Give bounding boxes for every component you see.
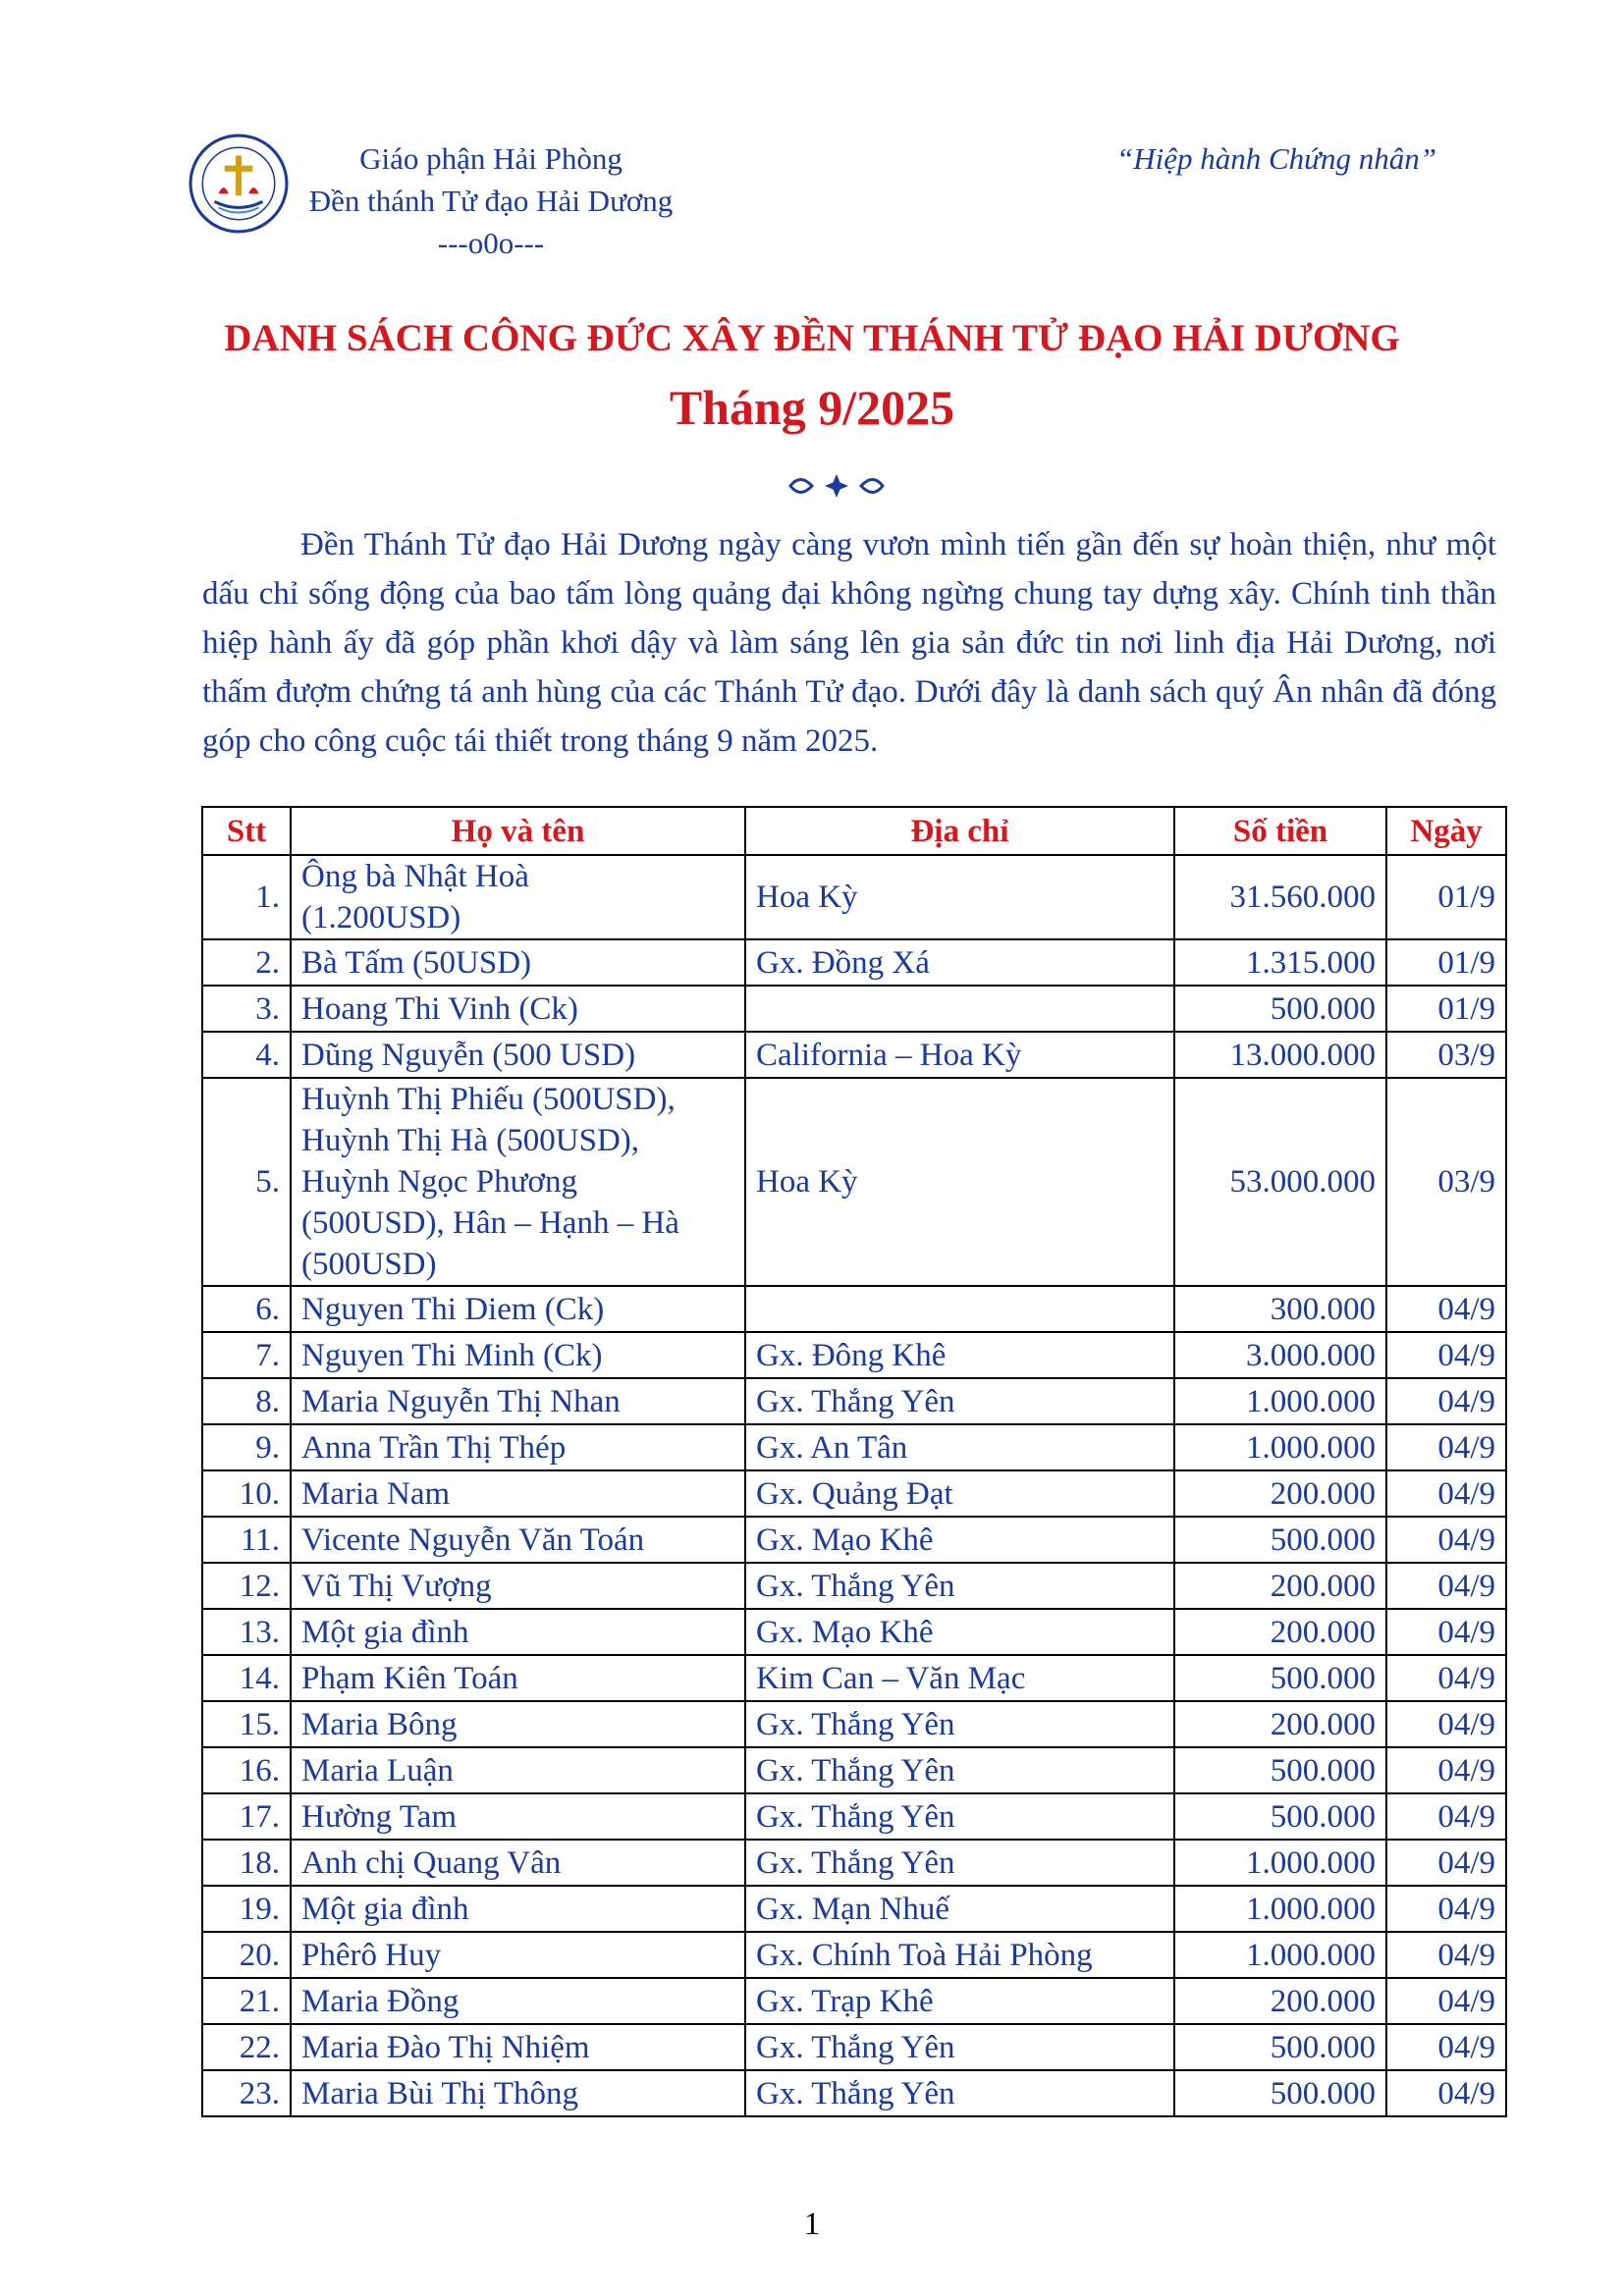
row-name (291, 1078, 745, 1286)
row-name (291, 1747, 745, 1793)
row-amount: 500.000 (1174, 1747, 1386, 1793)
row-name (291, 2070, 745, 2116)
organization-header (295, 137, 687, 264)
table-row (202, 1470, 1506, 1517)
row-amount: 1.315.000 (1174, 939, 1386, 986)
row-stt: 1. (202, 855, 291, 939)
row-name (291, 939, 745, 986)
row-name (291, 1032, 745, 1078)
row-amount: 200.000 (1174, 1470, 1386, 1517)
name-line: Anna Trần Thị Thép (301, 1429, 567, 1466)
row-date: 01/9 (1386, 855, 1506, 939)
name-line: Maria Luận (301, 1752, 454, 1789)
name-line: Huỳnh Thị Phiếu (500USD), (301, 1082, 676, 1117)
row-date: 04/9 (1386, 1563, 1506, 1609)
table-header-row (202, 807, 1506, 855)
row-date: 04/9 (1386, 1978, 1506, 2024)
diocese-name: Giáo phận Hải Phòng (359, 141, 623, 176)
table-row (202, 2070, 1506, 2116)
row-stt: 17. (202, 1793, 291, 1840)
row-date: 04/9 (1386, 1517, 1506, 1563)
row-address: Kim Can – Văn Mạc (745, 1655, 1174, 1701)
ornament-divider-icon (783, 471, 891, 501)
row-amount: 500.000 (1174, 1517, 1386, 1563)
row-date: 04/9 (1386, 1609, 1506, 1655)
row-name (291, 1932, 745, 1978)
name-line: (500USD), Hân – Hạnh – Hà (301, 1205, 679, 1241)
name-line: (500USD) (301, 1247, 437, 1282)
page-number: 1 (803, 2207, 821, 2242)
row-stt: 4. (202, 1032, 291, 1078)
row-amount: 200.000 (1174, 1978, 1386, 2024)
name-line: Maria Bùi Thị Thông (301, 2075, 579, 2111)
name-line: Huỳnh Ngọc Phương (301, 1164, 577, 1200)
row-address: Gx. Trạp Khê (745, 1978, 1174, 2024)
name-line: Maria Nam (301, 1475, 451, 1512)
row-address: Gx. Mạo Khê (745, 1609, 1174, 1655)
table-row (202, 1332, 1506, 1378)
name-line: Maria Bông (301, 1706, 458, 1742)
row-stt: 19. (202, 1886, 291, 1932)
row-amount: 53.000.000 (1174, 1078, 1386, 1286)
row-name (291, 1701, 745, 1747)
table-row (202, 1978, 1506, 2024)
row-name (291, 1655, 745, 1701)
row-address: Gx. Thắng Yên (745, 1701, 1174, 1747)
row-amount: 1.000.000 (1174, 1378, 1386, 1424)
row-name (291, 1840, 745, 1886)
header-amount: Số tiền (1174, 807, 1386, 855)
name-line: Vũ Thị Vượng (301, 1568, 492, 1604)
row-date: 03/9 (1386, 1032, 1506, 1078)
row-address: Gx. Quảng Đạt (745, 1470, 1174, 1517)
row-date: 04/9 (1386, 1747, 1506, 1793)
row-address: California – Hoa Kỳ (745, 1032, 1174, 1078)
row-address: Gx. Thắng Yên (745, 1563, 1174, 1609)
row-name (291, 1609, 745, 1655)
name-line: Một gia đình (301, 1614, 469, 1650)
row-address: Gx. Mạn Nhuế (745, 1886, 1174, 1932)
row-address: Gx. Thắng Yên (745, 1793, 1174, 1840)
row-address: Gx. Đồng Xá (745, 939, 1174, 986)
header-name: Họ và tên (291, 807, 745, 855)
row-address: Hoa Kỳ (745, 1078, 1174, 1286)
row-amount: 1.000.000 (1174, 1886, 1386, 1932)
row-address (745, 986, 1174, 1032)
row-name (291, 2024, 745, 2070)
table-row (202, 1517, 1506, 1563)
row-stt: 15. (202, 1701, 291, 1747)
table-row (202, 1793, 1506, 1840)
row-address: Gx. Chính Toà Hải Phòng (745, 1932, 1174, 1978)
row-amount: 3.000.000 (1174, 1332, 1386, 1378)
name-line: Dũng Nguyễn (500 USD) (301, 1037, 636, 1073)
row-address: Gx. Thắng Yên (745, 1747, 1174, 1793)
row-stt: 9. (202, 1424, 291, 1470)
row-amount: 1.000.000 (1174, 1840, 1386, 1886)
row-date: 03/9 (1386, 1078, 1506, 1286)
row-stt: 5. (202, 1078, 291, 1286)
name-line: Maria Đào Thị Nhiệm (301, 2029, 590, 2065)
row-name (291, 986, 745, 1032)
row-date: 04/9 (1386, 1286, 1506, 1332)
row-name (291, 855, 745, 939)
row-amount: 500.000 (1174, 1793, 1386, 1840)
row-date: 04/9 (1386, 1886, 1506, 1932)
row-stt: 6. (202, 1286, 291, 1332)
intro-paragraph: Đền Thánh Tử đạo Hải Dương ngày càng vươn mình tiến gần đến sự hoàn thiện, như một dấu chỉ sống động của bao tấm lòng quảng đại không ngừng chung tay dựng xây. Chính tinh thần hiệp hành ấy đã góp phần khơi dậy và làm sáng lên gia sản đức tin nơi linh địa Hải Dương, nơi thấm đượm chứng tá anh hùng của các Thánh Tử đạo. Dưới đây là danh sách quý Ân nhân đã đóng góp cho công cuộc tái thiết trong tháng 9 năm 2025. (202, 527, 1496, 759)
table-row (202, 986, 1506, 1032)
name-line: Bà Tấm (50USD) (301, 944, 532, 981)
table-row (202, 1840, 1506, 1886)
row-stt: 11. (202, 1517, 291, 1563)
row-name (291, 1517, 745, 1563)
row-name (291, 1470, 745, 1517)
row-date: 04/9 (1386, 2070, 1506, 2116)
name-line: Maria Đồng (301, 1983, 460, 2019)
table-row (202, 1032, 1506, 1078)
table-row (202, 1078, 1506, 1286)
row-date: 04/9 (1386, 1470, 1506, 1517)
row-stt: 23. (202, 2070, 291, 2116)
row-date: 04/9 (1386, 1655, 1506, 1701)
table-row (202, 1424, 1506, 1470)
row-name (291, 1286, 745, 1332)
shrine-name: Đền thánh Tử đạo Hải Dương (308, 184, 674, 218)
name-line: Một gia đình (301, 1891, 469, 1927)
row-amount: 1.000.000 (1174, 1424, 1386, 1470)
row-name (291, 1793, 745, 1840)
name-line: Vicente Nguyễn Văn Toán (301, 1522, 645, 1558)
table-row (202, 1378, 1506, 1424)
motto: “Hiệp hành Chứng nhân” (1115, 141, 1437, 176)
row-stt: 22. (202, 2024, 291, 2070)
row-date: 04/9 (1386, 1332, 1506, 1378)
row-address: Hoa Kỳ (745, 855, 1174, 939)
shrine-logo-icon (189, 133, 289, 234)
row-amount: 500.000 (1174, 2024, 1386, 2070)
row-address: Gx. Thắng Yên (745, 2024, 1174, 2070)
row-name (291, 1424, 745, 1470)
table-row (202, 1609, 1506, 1655)
name-line: Hường Tam (301, 1798, 457, 1835)
row-amount: 500.000 (1174, 2070, 1386, 2116)
table-row (202, 1886, 1506, 1932)
row-amount: 200.000 (1174, 1563, 1386, 1609)
row-address: Gx. Mạo Khê (745, 1517, 1174, 1563)
row-amount: 200.000 (1174, 1609, 1386, 1655)
row-stt: 13. (202, 1609, 291, 1655)
table-row (202, 1932, 1506, 1978)
name-line: Phạm Kiên Toán (301, 1660, 518, 1696)
row-date: 04/9 (1386, 1424, 1506, 1470)
table-row (202, 1286, 1506, 1332)
row-name (291, 1563, 745, 1609)
row-amount: 200.000 (1174, 1701, 1386, 1747)
name-line: Huỳnh Thị Hà (500USD), (301, 1123, 640, 1158)
row-stt: 21. (202, 1978, 291, 2024)
header-address: Địa chỉ (745, 807, 1174, 855)
row-name (291, 1978, 745, 2024)
table-row (202, 939, 1506, 986)
row-name (291, 1378, 745, 1424)
document-subtitle: Tháng 9/2025 (669, 380, 955, 435)
name-line: Anh chị Quang Vân (301, 1844, 562, 1881)
row-amount: 13.000.000 (1174, 1032, 1386, 1078)
row-stt: 2. (202, 939, 291, 986)
header-stt: Stt (202, 807, 291, 855)
row-stt: 18. (202, 1840, 291, 1886)
header-date: Ngày (1386, 807, 1506, 855)
name-line: (1.200USD) (301, 900, 461, 935)
row-date: 04/9 (1386, 1932, 1506, 1978)
row-stt: 14. (202, 1655, 291, 1701)
row-name (291, 1332, 745, 1378)
row-date: 01/9 (1386, 986, 1506, 1032)
row-stt: 20. (202, 1932, 291, 1978)
row-stt: 3. (202, 986, 291, 1032)
row-name (291, 1886, 745, 1932)
row-address: Gx. Thắng Yên (745, 1378, 1174, 1424)
row-stt: 12. (202, 1563, 291, 1609)
row-date: 04/9 (1386, 1701, 1506, 1747)
row-date: 04/9 (1386, 1840, 1506, 1886)
name-line: Maria Nguyễn Thị Nhan (301, 1383, 621, 1419)
table-row (202, 2024, 1506, 2070)
table-row (202, 1747, 1506, 1793)
row-stt: 10. (202, 1470, 291, 1517)
row-stt: 16. (202, 1747, 291, 1793)
header-separator: ---o0o--- (437, 226, 545, 260)
table-row (202, 1655, 1506, 1701)
name-line: Nguyen Thi Diem (Ck) (301, 1291, 605, 1327)
row-address: Gx. Thắng Yên (745, 1840, 1174, 1886)
name-line: Ông bà Nhật Hoà (301, 859, 529, 894)
row-address: Gx. Đông Khê (745, 1332, 1174, 1378)
row-stt: 8. (202, 1378, 291, 1424)
row-date: 01/9 (1386, 939, 1506, 986)
row-date: 04/9 (1386, 2024, 1506, 2070)
document-title: DANH SÁCH CÔNG ĐỨC XÂY ĐỀN THÁNH TỬ ĐẠO HẢI DƯƠNG (224, 317, 1400, 359)
table-row (202, 855, 1506, 939)
row-amount: 1.000.000 (1174, 1932, 1386, 1978)
name-line: Hoang Thi Vinh (Ck) (301, 990, 578, 1027)
row-address: Gx. An Tân (745, 1424, 1174, 1470)
row-date: 04/9 (1386, 1793, 1506, 1840)
table-row (202, 1563, 1506, 1609)
row-address: Gx. Thắng Yên (745, 2070, 1174, 2116)
table-row (202, 1701, 1506, 1747)
row-amount: 31.560.000 (1174, 855, 1386, 939)
row-amount: 500.000 (1174, 1655, 1386, 1701)
row-address (745, 1286, 1174, 1332)
row-amount: 500.000 (1174, 986, 1386, 1032)
row-amount: 300.000 (1174, 1286, 1386, 1332)
donor-table (201, 806, 1507, 2117)
row-date: 04/9 (1386, 1378, 1506, 1424)
row-stt: 7. (202, 1332, 291, 1378)
name-line: Nguyen Thi Minh (Ck) (301, 1337, 603, 1373)
name-line: Phêrô Huy (301, 1937, 442, 1973)
